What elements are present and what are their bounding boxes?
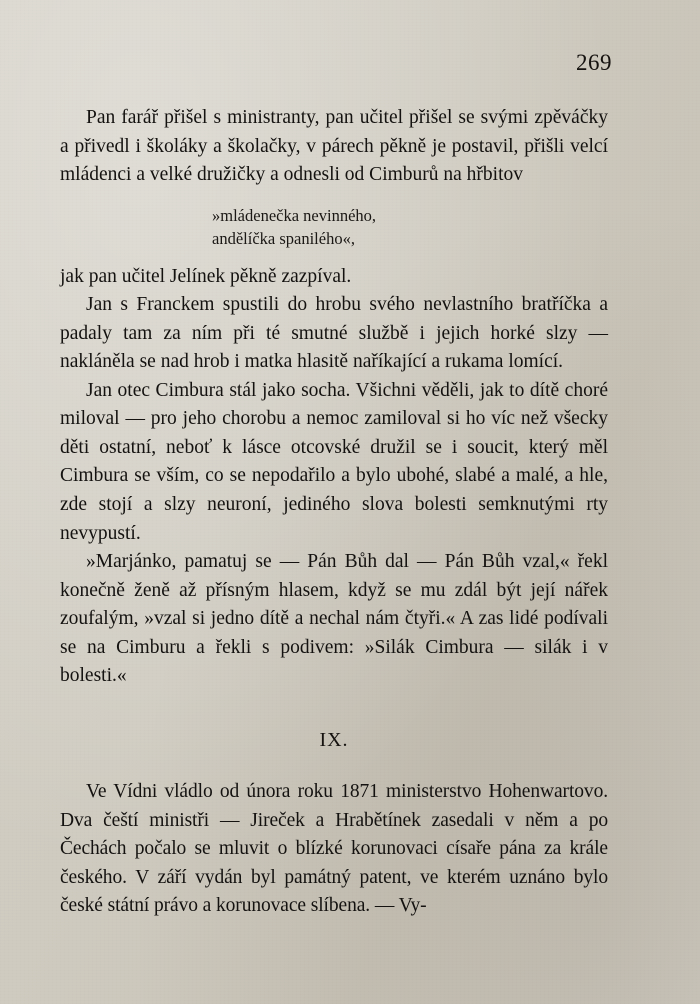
page-text-block: [60, 104, 608, 921]
paragraph-4: Jan otec Cimbura stál jako socha. Všichni věděli, jak to dítě choré miloval — pro jeho chorobu a nemoc zamiloval si ho víc než všecky děti ostatní, neboť k lásce otcovské družil se i soucit, který měl Cimbura se vším, co se nepodařilo a bylo ubohé, slabé a malé, a hle, zde stojí a slzy neuroní, jediného slova bolesti semknutými rty nevypustí.: [60, 379, 608, 544]
paragraph-1: Pan farář přišel s ministranty, pan učitel přišel se svými zpěváčky a přivedl i školáky a školačky, v párech pěkně je postavil, přišli velcí mládenci a velké družičky a odnesli od Cimburů na hřbitov: [60, 107, 608, 186]
verse-line-2: andělíčka spanilého«,: [212, 229, 355, 249]
chapter-heading: IX.: [319, 728, 349, 751]
paragraph-6: Ve Vídni vládlo od února roku 1871 ministerstvo Hohenwartovo. Dva čeští ministři — Jireček a Hrabětínek zasedali v něm a po Čechách počalo se mluvit o blízké korunovaci císaře pána za krále českého. V září vydán byl památný patent, ve kterém uznáno bylo české státní právo a korunovace slíbena. — Vy-: [60, 780, 608, 917]
paragraph-3: Jan s Franckem spustili do hrobu svého nevlastního bratříčka a padaly tam za ním při té smutné službě i jejich horké slzy — nakláněla se nad hrob i matka hlasitě naříkající a rukama lomící.: [60, 294, 608, 373]
verse-line-1: »mládenečka nevinného,: [212, 205, 377, 225]
paragraph-5: »Marjánko, pamatuj se — Pán Bůh dal — Pán Bůh vzal,« řekl konečně ženě až přísným hlasem, když se mu zdál být její nářek zoufalým, »vzal si jedno dítě a nechal nám čtyři.« A zas lidé podívali se na Cimburu a řekli s podivem: »Silák Cimbura — silák i v bolesti.«: [60, 551, 608, 687]
verse-quote: [60, 204, 608, 251]
page-number: 269: [576, 50, 612, 75]
paragraph-2: jak pan učitel Jelínek pěkně zazpíval.: [60, 265, 352, 287]
